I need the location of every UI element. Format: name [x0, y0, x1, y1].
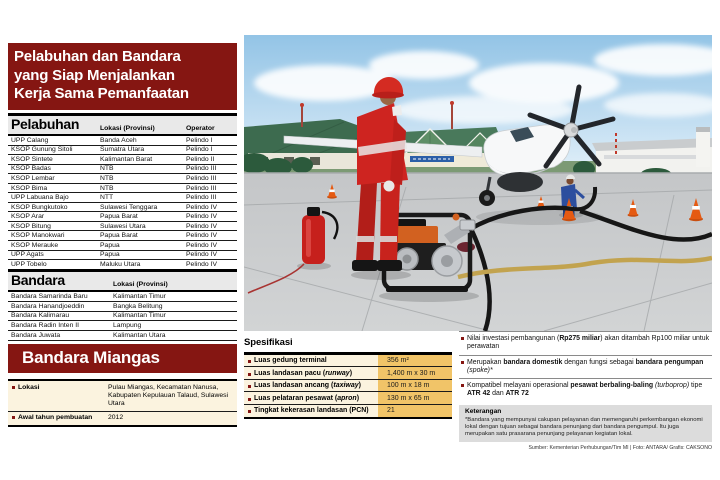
airports-title: Bandara: [11, 272, 65, 288]
airports-col-location: Lokasi (Provinsi): [113, 281, 168, 288]
table-row: [8, 231, 237, 241]
airport-name: Bandara Kalimarau: [11, 312, 70, 320]
ports-title: Pelabuhan: [11, 116, 80, 132]
miangas-title: Bandara Miangas: [8, 344, 237, 373]
miangas-label: [12, 384, 108, 409]
port-location: Kalimantan Barat: [100, 155, 153, 163]
footnote-box: [459, 405, 712, 442]
spec-value: 130 m x 65 m: [378, 392, 452, 403]
port-name: KSOP Manokwari: [11, 232, 65, 240]
ports-table: [8, 113, 237, 270]
table-row: [244, 367, 452, 379]
spec-label: Luas pelataran pesawat (apron): [244, 392, 378, 403]
port-operator: Pelindo IV: [186, 203, 217, 211]
spec-section: [244, 337, 452, 419]
airports-table: [8, 269, 237, 341]
ports-col-operator: Operator: [186, 125, 215, 132]
airport-location: Kalimantan Timur: [113, 292, 166, 300]
port-location: Papua Barat: [100, 232, 138, 240]
port-location: Papua: [100, 241, 120, 249]
spec-label: Luas landasan pacu (runway): [244, 367, 378, 378]
spec-label: Tingkat kekerasan landasan (PCN): [244, 405, 378, 417]
info-panel: [459, 331, 712, 451]
port-name: KSOP Bungkutoko: [11, 203, 68, 211]
port-location: NTT: [100, 194, 114, 202]
bullet-square-icon: [248, 360, 251, 363]
port-operator: Pelindo III: [186, 165, 217, 173]
port-operator: Pelindo I: [186, 146, 213, 154]
port-location: Banda Aceh: [100, 136, 137, 144]
source-credit: Sumber: Kementerian Perhubungan/Tim MI | Foto: ANTARA/ Grafis: CAKSONO: [528, 444, 712, 451]
airports-table-header: [8, 272, 237, 292]
bullet-text: Merupakan bandara domestik dengan fungsi sebagai bandara pengumpan (spoke)*: [467, 358, 704, 374]
port-name: UPP Agats: [11, 251, 44, 259]
port-operator: Pelindo IV: [186, 241, 217, 249]
main-title-line2: yang Siap Menjalankan: [14, 66, 175, 84]
port-name: KSOP Merauke: [11, 241, 59, 249]
port-operator: Pelindo IV: [186, 222, 217, 230]
port-location: Maluku Utara: [100, 260, 141, 268]
table-row: [8, 136, 237, 146]
engine-pod: [497, 172, 543, 192]
miangas-value: Pulau Miangas, Kecamatan Nanusa, Kabupaten Kepulauan Talaud, Sulawesi Utara: [108, 383, 229, 407]
info-bullet: [459, 356, 712, 379]
table-row: [8, 222, 237, 232]
port-operator: Pelindo IV: [186, 260, 217, 268]
port-location: NTB: [100, 174, 114, 182]
spec-label: Luas gedung terminal: [244, 355, 378, 366]
info-bullet: [459, 379, 712, 402]
airport-location: Kalimantan Timur: [113, 312, 166, 320]
port-name: KSOP Badas: [11, 165, 51, 173]
hose-coupling: [460, 220, 475, 230]
airport-photo: [244, 35, 712, 331]
port-operator: Pelindo IV: [186, 232, 217, 240]
port-name: KSOP Lembar: [11, 174, 55, 182]
bullet-square-icon: [248, 398, 251, 401]
port-name: KSOP Sintete: [11, 155, 53, 163]
miangas-label: [12, 414, 108, 422]
port-location: Papua: [100, 251, 120, 259]
port-location: Sulawesi Tenggara: [100, 203, 158, 211]
table-row: [8, 292, 237, 302]
table-row: [244, 355, 452, 367]
port-operator: Pelindo I: [186, 136, 213, 144]
table-row: [8, 165, 237, 175]
miangas-value: 2012: [108, 414, 124, 422]
port-operator: Pelindo III: [186, 194, 217, 202]
port-name: KSOP Bima: [11, 184, 48, 192]
rag: [457, 242, 475, 252]
bullet-square-icon: [461, 337, 464, 340]
bullet-square-icon: [461, 384, 464, 387]
table-row: [8, 193, 237, 203]
bullet-text: Kompatibel melayani operasional pesawat berbaling-baling (turboprop) tipe ATR 42 dan ATR 72: [467, 382, 703, 398]
spec-label: Luas landasan ancang (taxiway): [244, 380, 378, 391]
glove: [384, 181, 395, 192]
spec-value: 21: [378, 405, 452, 417]
bullet-square-icon: [248, 410, 251, 413]
table-row: [8, 302, 237, 312]
main-title-line1: Pelabuhan dan Bandara: [14, 48, 181, 65]
main-title: [8, 43, 237, 110]
table-row: [8, 184, 237, 194]
table-row: [8, 331, 237, 341]
table-row: [244, 405, 452, 417]
airport-name: Bandara Juwata: [11, 332, 61, 340]
port-operator: Pelindo IV: [186, 213, 217, 221]
port-location: Sumatra Utara: [100, 146, 145, 154]
miangas-label-text: Awal tahun pembuatan: [18, 414, 93, 422]
airport-location: Bangka Belitung: [113, 302, 163, 310]
miangas-label-text: Lokasi: [18, 383, 40, 391]
bullet-square-icon: [248, 373, 251, 376]
info-bullet: [459, 332, 712, 355]
port-name: UPP Labuana Bajo: [11, 194, 69, 202]
bullet-text: Nilai investasi pembangunan (Rp275 miliar) akan ditambah Rp100 miliar untuk perawatan: [467, 335, 710, 351]
port-name: UPP Calang: [11, 136, 49, 144]
table-row: [8, 381, 237, 411]
bullet-square-icon: [248, 385, 251, 388]
port-operator: Pelindo III: [186, 184, 217, 192]
table-row: [8, 321, 237, 331]
miangas-table: [8, 379, 237, 427]
port-name: KSOP Arar: [11, 213, 45, 221]
port-name: KSOP Bitung: [11, 222, 51, 230]
ports-table-header: [8, 116, 237, 136]
port-operator: Pelindo IV: [186, 251, 217, 259]
table-row: [8, 174, 237, 184]
main-title-line3: Kerja Sama Pemanfaatan: [14, 85, 189, 102]
spec-table: [244, 352, 452, 419]
port-location: NTB: [100, 165, 114, 173]
airport-location: Kalimantan Utara: [113, 332, 166, 340]
port-name: UPP Tobelo: [11, 260, 47, 268]
port-location: Sulawesi Utara: [100, 222, 146, 230]
table-row: [8, 146, 237, 156]
table-row: [8, 155, 237, 165]
port-location: NTB: [100, 184, 114, 192]
footnote-text: *Bandara yang mempunyai cakupan pelayanan dan memengaruhi perkembangan ekonomi lokal dengan tujuan sebagai bandara penunjang dari bandara pengumpul. Itu juga merupakan satu prasarana penunjang pelayanan kegiatan lokal.: [465, 416, 703, 437]
bullet-square-icon: [12, 416, 15, 419]
table-row: [8, 241, 237, 251]
table-row: [244, 392, 452, 404]
port-operator: Pelindo II: [186, 155, 215, 163]
bullet-square-icon: [12, 386, 15, 389]
table-row: [8, 312, 237, 322]
port-name: KSOP Gunung Sitoli: [11, 146, 73, 154]
spec-value: 100 m x 18 m: [378, 380, 452, 391]
airport-location: Lampung: [113, 322, 142, 330]
table-row: [8, 212, 237, 222]
table-row: [8, 203, 237, 213]
table-row: [8, 411, 237, 425]
airport-name: Bandara Samarinda Baru: [11, 292, 88, 300]
ports-col-location: Lokasi (Provinsi): [100, 125, 155, 132]
spec-title: Spesifikasi: [244, 337, 293, 348]
table-row: [8, 251, 237, 261]
footnote-title: Keterangan: [465, 407, 502, 415]
airport-name: Bandara Radin Inten II: [11, 322, 80, 330]
table-row: [244, 380, 452, 392]
spec-value: 356 m²: [378, 355, 452, 366]
bullet-square-icon: [461, 361, 464, 364]
port-location: Papua Barat: [100, 213, 138, 221]
airport-name: Bandara Hanandjoeddin: [11, 302, 85, 310]
port-operator: Pelindo III: [186, 174, 217, 182]
spec-value: 1,400 m x 30 m: [378, 367, 452, 378]
